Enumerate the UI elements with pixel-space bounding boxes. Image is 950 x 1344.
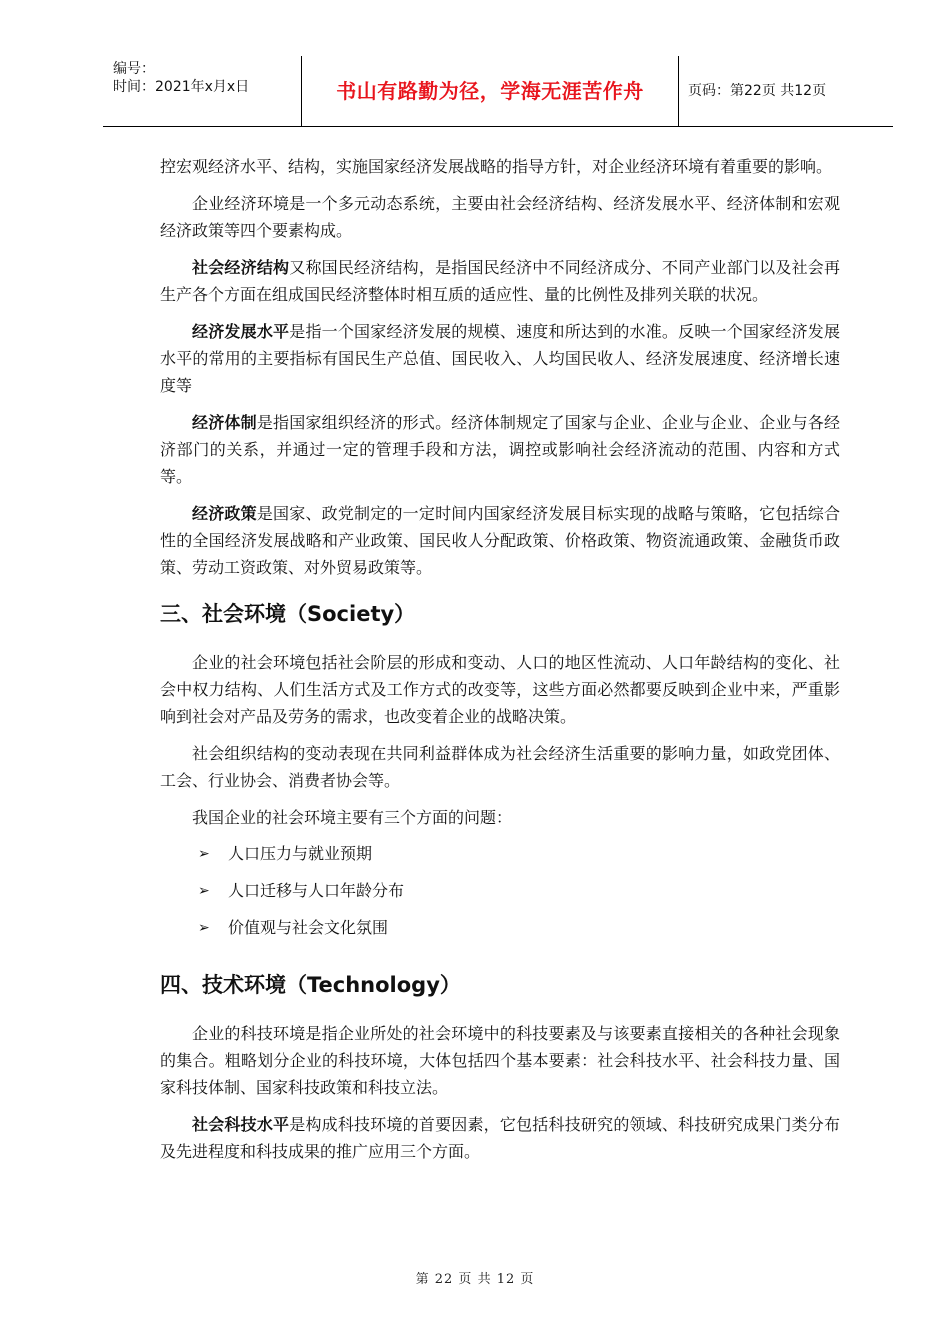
term-highlight: 社会经济结构	[192, 258, 290, 277]
section-heading-technology: 四、技术环境（Technology）	[160, 973, 461, 997]
paragraph-text: 是国家、政党制定的一定时间内国家经济发展目标实现的战略与策略，它包括综合性的全国经济发展战略和产业政策、国民收人分配政策、价格政策、物资流通政策、金融货币政策、劳动工资政策、对外贸易政策等。	[160, 504, 840, 577]
paragraph-text: 是指国家组织经济的形式。经济体制规定了国家与企业、企业与企业、企业与各经济部门的关系，并通过一定的管理手段和方法，调控或影响社会经济流动的范围、内容和方式等。	[160, 413, 840, 486]
list-item	[160, 878, 840, 915]
term-highlight: 经济政策	[192, 504, 257, 523]
bullet-list	[160, 841, 840, 952]
paragraph-text: 又称国民经济结构，是指国民经济中不同经济成分、不同产业部门以及社会再生产各个方面在组成国民经济整体时相互质的适应性、量的比例性及排列关联的状况。	[160, 258, 840, 304]
page-header	[103, 56, 893, 127]
arrow-bullet-icon: ➢	[198, 846, 210, 862]
arrow-bullet-icon: ➢	[198, 920, 210, 936]
paragraph: 企业的社会环境包括社会阶层的形成和变动、人口的地区性流动、人口年龄结构的变化、社会中权力结构、人们生活方式及工作方式的改变等，这些方面必然都要反映到企业中来，严重影响到社会对产品及劳务的需求，也改变着企业的战略决策。	[160, 653, 840, 726]
header-motto: 书山有路勤为径，学海无涯苦作舟	[302, 56, 679, 126]
term-highlight: 经济体制	[192, 413, 257, 432]
paragraph	[160, 409, 840, 490]
document-body	[160, 153, 840, 1175]
header-page-info: 页码：第22页 共12页	[688, 83, 827, 99]
section-heading-society: 三、社会环境（Society）	[160, 602, 416, 626]
header-meta-cell	[103, 56, 302, 126]
page-footer: 第 22 页 共 12 页	[415, 1272, 535, 1287]
paragraph-text: 是指一个国家经济发展的规模、速度和所达到的水准。反映一个国家经济发展水平的常用的主要指标有国民生产总值、国民收入、人均国民收人、经济发展速度、经济增长速度等	[160, 322, 840, 395]
arrow-bullet-icon: ➢	[198, 883, 210, 899]
list-item	[160, 915, 840, 952]
paragraph	[160, 1111, 840, 1165]
paragraph: 控宏观经济水平、结构，实施国家经济发展战略的指导方针，对企业经济环境有着重要的影响。	[160, 157, 833, 176]
term-highlight: 社会科技水平	[192, 1115, 290, 1134]
paragraph: 社会组织结构的变动表现在共同利益群体成为社会经济生活重要的影响力量，如政党团体、工会、行业协会、消费者协会等。	[160, 744, 840, 790]
list-item-text: 价值观与社会文化氛围	[228, 918, 389, 937]
paragraph-text: 是构成科技环境的首要因素，它包括科技研究的领域、科技研究成果门类分布及先进程度和科技成果的推广应用三个方面。	[160, 1115, 840, 1161]
paragraph: 企业经济环境是一个多元动态系统，主要由社会经济结构、经济发展水平、经济体制和宏观经济政策等四个要素构成。	[160, 194, 840, 240]
paragraph	[160, 500, 840, 581]
list-item-text: 人口压力与就业预期	[228, 844, 373, 863]
term-highlight: 经济发展水平	[192, 322, 290, 341]
paragraph: 企业的科技环境是指企业所处的社会环境中的科技要素及与该要素直接相关的各种社会现象的集合。粗略划分企业的科技环境，大体包括四个基本要素：社会科技水平、社会科技力量、国家科技体制、国家科技政策和科技立法。	[160, 1024, 840, 1097]
document-date: 时间：2021年x月x日	[113, 79, 250, 95]
paragraph	[160, 254, 840, 308]
paragraph	[160, 318, 840, 399]
document-number-label: 编号：	[113, 61, 155, 77]
paragraph: 我国企业的社会环境主要有三个方面的问题：	[192, 808, 513, 827]
list-item-text: 人口迁移与人口年龄分布	[228, 881, 405, 900]
list-item	[160, 841, 840, 878]
